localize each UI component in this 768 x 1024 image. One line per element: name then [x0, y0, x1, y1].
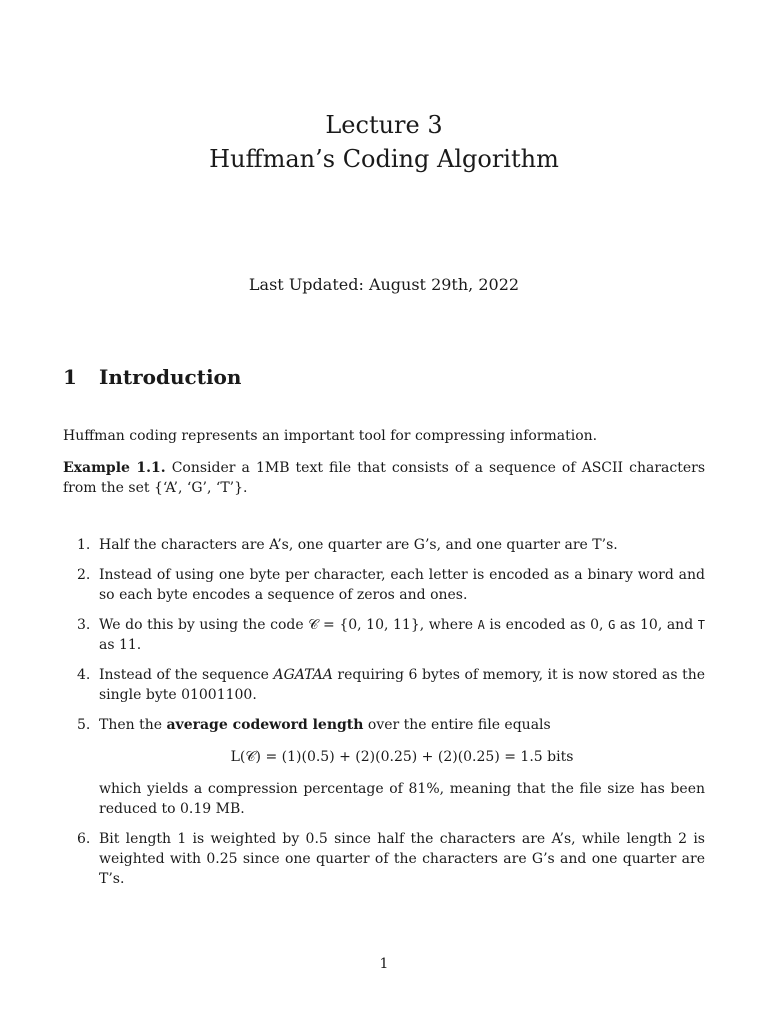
bold-term: average codeword length: [166, 717, 364, 733]
list-item: [63, 665, 705, 705]
enumerated-list: [63, 535, 705, 899]
example-paragraph: [63, 458, 705, 498]
list-item: [63, 535, 705, 555]
list-item-text-post: as 11.: [99, 637, 142, 653]
last-updated-date: Last Updated: August 29th, 2022: [248, 275, 520, 294]
list-item-text-post: requiring 6 bytes of memory, it is now stored as the single byte 01001100.: [99, 667, 706, 703]
title-line-2: Huffman’s Coding Algorithm: [209, 145, 559, 173]
list-marker: 5.: [77, 717, 91, 733]
list-item-text-post: over the entire file equals: [363, 717, 551, 733]
list-marker: 2.: [77, 567, 91, 583]
list-item-text-mid: is encoded as 0,: [484, 617, 609, 633]
list-item: [63, 715, 705, 819]
list-marker: 1.: [77, 537, 91, 553]
code-set: 𝒞 = {0, 10, 11}: [308, 617, 420, 633]
list-item: [63, 615, 705, 655]
list-marker: 3.: [77, 617, 91, 633]
list-item-text-mid: as 10, and: [615, 617, 698, 633]
display-equation: L(𝒞) = (1)(0.5) + (2)(0.25) + (2)(0.25) = 1.5 bits: [230, 749, 574, 765]
section-title: Introduction: [99, 365, 242, 389]
section-number: 1: [63, 365, 77, 389]
list-item-continuation: which yields a compression percentage of 81%, meaning that the file size has been reduced to 0.19 MB.: [99, 781, 705, 817]
list-item: [63, 565, 705, 605]
page-number: 1: [379, 956, 389, 972]
example-label: Example 1.1.: [63, 460, 166, 476]
list-marker: 6.: [77, 831, 91, 847]
list-item-text-pre: Then the: [99, 717, 167, 733]
list-item-text-pre: Instead of the sequence: [99, 667, 274, 683]
symbol-a: A: [477, 618, 485, 632]
list-item: [63, 829, 705, 889]
title-line-1: Lecture 3: [325, 111, 443, 139]
document-title: [0, 108, 768, 176]
intro-paragraph: Huffman coding represents an important tool for compressing information.: [63, 428, 598, 444]
list-item-text-mid: , where: [419, 617, 478, 633]
symbol-t: T: [697, 618, 705, 632]
section-heading: [63, 364, 241, 390]
symbol-g: G: [608, 618, 616, 632]
list-item-text: Instead of using one byte per character, each letter is encoded as a binary word and so each byte encodes a sequence of zeros and ones.: [99, 567, 705, 603]
list-item-text-pre: We do this by using the code: [99, 617, 309, 633]
list-marker: 4.: [77, 667, 91, 683]
example-text: Consider a 1MB text file that consists of a sequence of ASCII characters from the set {‘A’, ‘G’, ‘T’}.: [63, 460, 706, 496]
list-item-text: Half the characters are A’s, one quarter are G’s, and one quarter are T’s.: [99, 537, 618, 553]
list-item-text: Bit length 1 is weighted by 0.5 since half the characters are A’s, while length 2 is weighted with 0.25 since one quarter of the characters are G’s and one quarter are T’s.: [99, 831, 705, 887]
sequence-agataa: AGATAA: [273, 667, 333, 683]
